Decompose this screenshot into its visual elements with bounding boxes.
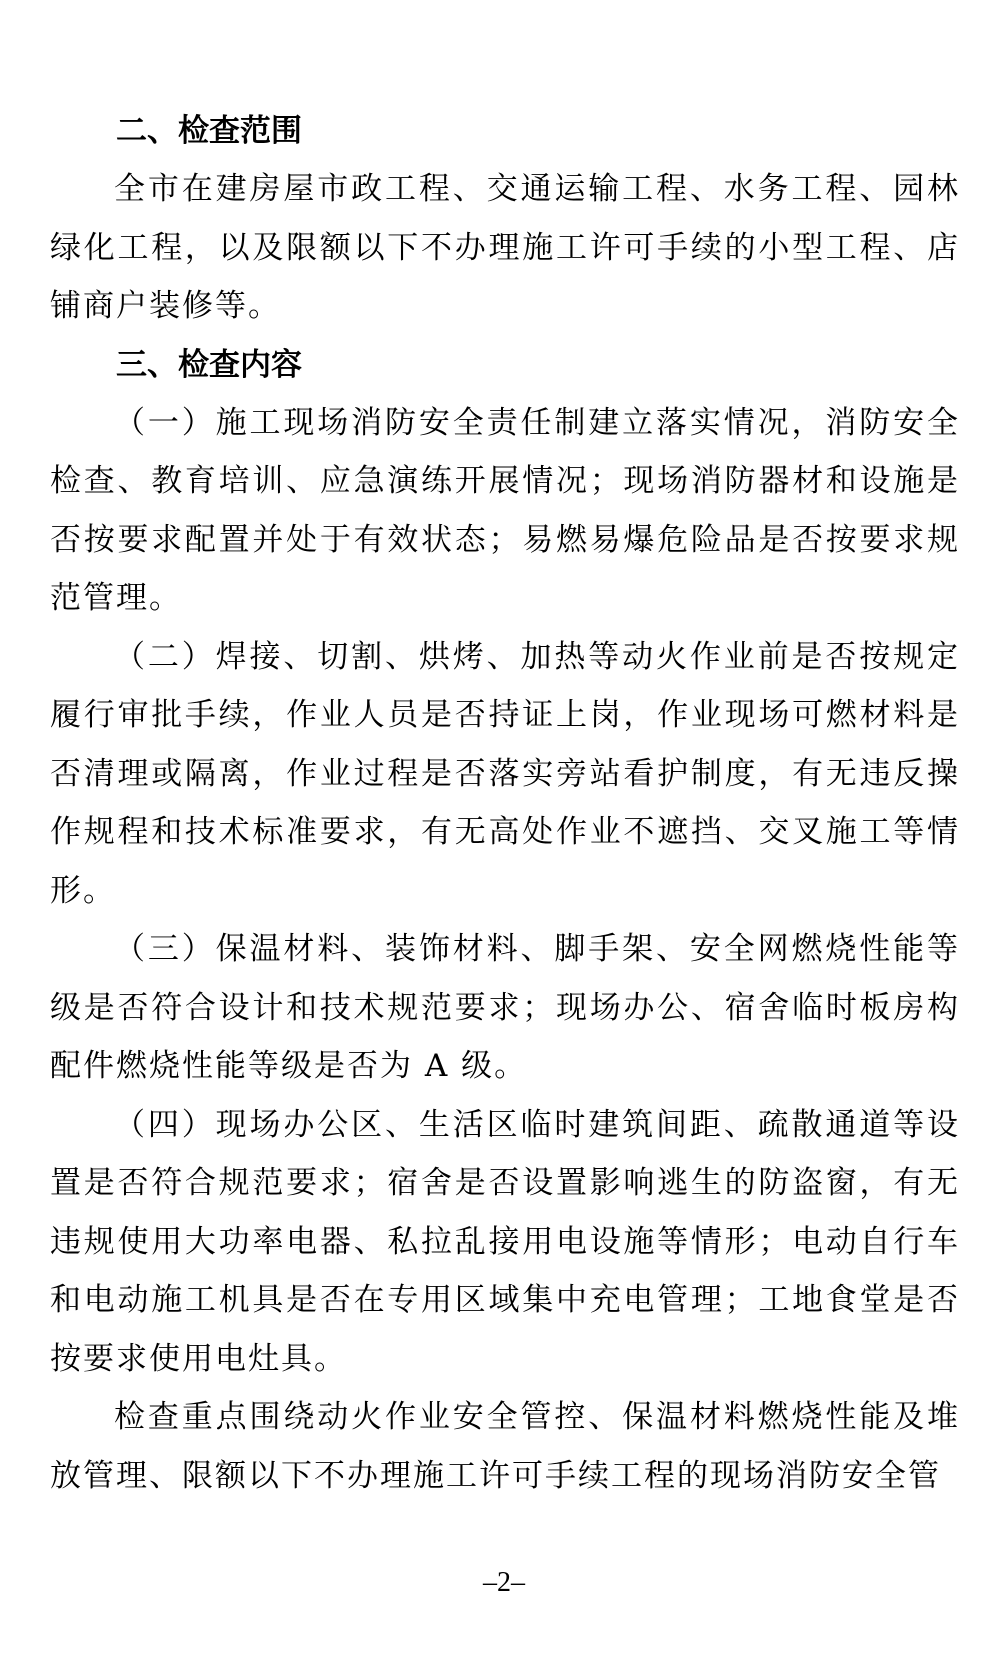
document-body [50, 102, 960, 1505]
content-item-1: （一）施工现场消防安全责任制建立落实情况，消防安全检查、教育培训、应急演练开展情况；现场消防器材和设施是否按要求配置并处于有效状态；易燃易爆危险品是否按要求规范管理。 [50, 404, 960, 616]
closing-paragraph: 检查重点围绕动火作业安全管控、保温材料燃烧性能及堆放管理、限额以下不办理施工许可手续工程的现场消防安全管 [50, 1399, 960, 1494]
page-number: –2– [483, 1567, 525, 1598]
content-item-3: （三）保温材料、装饰材料、脚手架、安全网燃烧性能等级是否符合设计和技术规范要求；现场办公、宿舍临时板房构配件燃烧性能等级是否为 A 级。 [50, 931, 960, 1084]
content-item-2: （二）焊接、切割、烘烤、加热等动火作业前是否按规定履行审批手续，作业人员是否持证上岗，作业现场可燃材料是否清理或隔离，作业过程是否落实旁站看护制度，有无违反操作规程和技术标准要求，有无高处作业不遮挡、交叉施工等情形。 [50, 638, 960, 909]
scope-paragraph: 全市在建房屋市政工程、交通运输工程、水务工程、园林绿化工程，以及限额以下不办理施工许可手续的小型工程、店铺商户装修等。 [50, 171, 960, 324]
section-heading-content: 三、检查内容 [116, 346, 302, 383]
section-heading-scope: 二、检查范围 [116, 113, 302, 149]
content-item-4: （四）现场办公区、生活区临时建筑间距、疏散通道等设置是否符合规范要求；宿舍是否设置影响逃生的防盗窗，有无违规使用大功率电器、私拉乱接用电设施等情形；电动自行车和电动施工机具是否在专用区域集中充电管理；工地食堂是否按要求使用电灶具。 [50, 1106, 960, 1377]
